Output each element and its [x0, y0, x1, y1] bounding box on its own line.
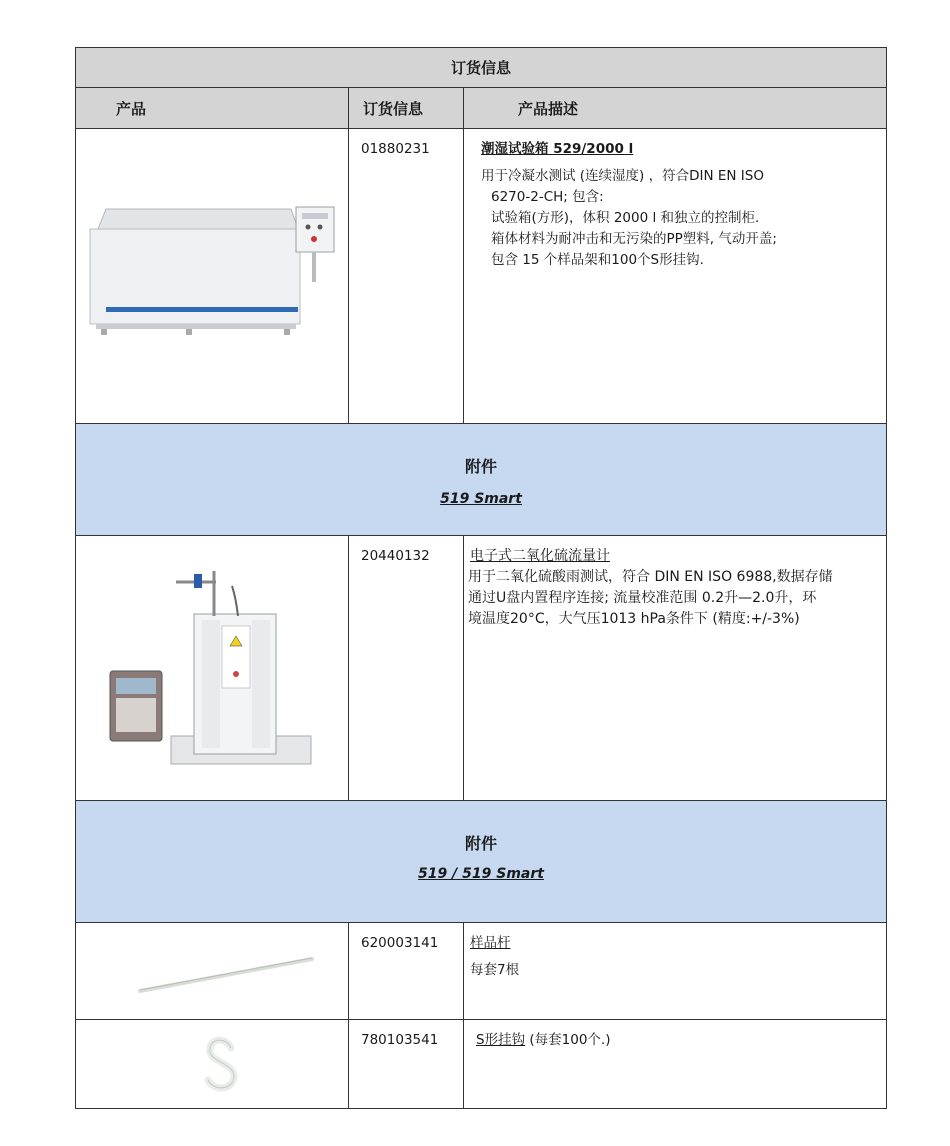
- description-line: 试验箱(方形)，体积 2000 l 和独立的控制柜.: [491, 210, 760, 226]
- order-code: 01880231: [361, 141, 430, 157]
- description-line: 箱体材料为耐冲击和无污染的PP塑料, 气动开盖;: [491, 231, 777, 247]
- order-info-table: [75, 47, 887, 1109]
- description-line: 境温度20°C，大气压1013 hPa条件下 (精度:+/-3%): [468, 611, 800, 627]
- product-description: [464, 1020, 886, 1051]
- table-title: 订货信息: [450, 59, 511, 77]
- product-title: 电子式二氧化硫流量计: [470, 548, 610, 564]
- product-title: 样品杆: [470, 935, 511, 951]
- s-hook-image: [76, 1020, 349, 1108]
- description-line: 每套7根: [470, 962, 520, 978]
- column-header-order-info: 订货信息: [363, 99, 424, 118]
- table-row-s-hook: [76, 1020, 886, 1108]
- description-line: 包含 15 个样品架和100个S形挂钩.: [491, 252, 704, 268]
- table-title-row: [76, 48, 886, 88]
- humidity-chamber-image: [76, 129, 349, 423]
- section-subtitle: 519 / 519 Smart: [418, 866, 544, 882]
- description-line: 用于冷凝水测试 (连续湿度) ，符合DIN EN ISO: [481, 168, 764, 184]
- order-code: 620003141: [361, 935, 439, 951]
- column-header-description: 产品描述: [518, 99, 579, 118]
- table-row-humidity-chamber: [76, 129, 886, 424]
- section-title: 附件: [464, 834, 497, 853]
- product-description: [464, 129, 886, 271]
- product-description: [464, 923, 886, 981]
- description-line: 6270-2-CH; 包含:: [491, 189, 604, 205]
- product-description: [464, 536, 886, 630]
- section-accessories-2: [76, 801, 886, 923]
- description-line: 通过U盘内置程序连接; 流量校准范围 0.2升—2.0升，环: [468, 590, 817, 606]
- table-row-so2-meter: [76, 536, 886, 801]
- sample-rod-image: [76, 923, 349, 1019]
- order-code: 20440132: [361, 548, 430, 564]
- section-title: 附件: [464, 457, 497, 476]
- so2-meter-image: [76, 536, 349, 800]
- column-header-row: [76, 88, 886, 129]
- description-line: (每套100个.): [525, 1032, 611, 1048]
- section-accessories-1: [76, 424, 886, 536]
- section-subtitle: 519 Smart: [440, 491, 522, 507]
- product-title: 潮湿试验箱 529/2000 l: [481, 141, 634, 157]
- order-code: 780103541: [361, 1032, 439, 1048]
- product-title: S形挂钩: [476, 1032, 526, 1048]
- column-header-product: 产品: [116, 99, 147, 118]
- description-line: 用于二氧化硫酸雨测试，符合 DIN EN ISO 6988,数据存储: [468, 569, 833, 585]
- table-row-sample-rod: [76, 923, 886, 1020]
